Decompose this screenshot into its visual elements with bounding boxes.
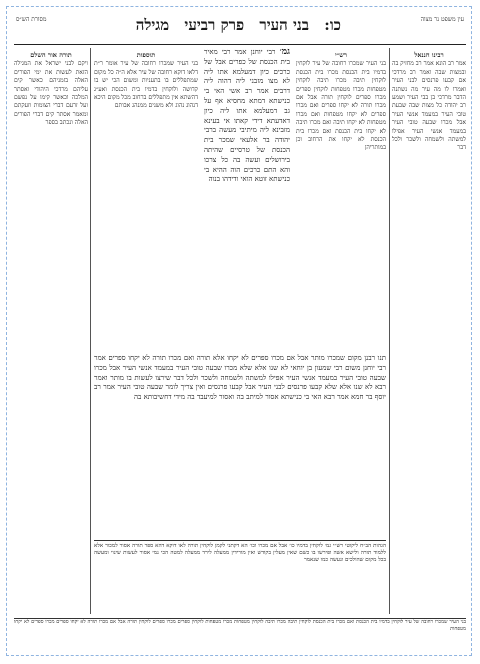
left-margin-commentary xyxy=(14,48,88,614)
main-text-continuation: תנו רבנן מקום שמכרו מותר אבל אם מכרו ספרים לא יקחו אלא תורה ואם מכרו תורה לא יקחו ספרים אמר רבי יוחנן משום רבי שמעון בן יוחאי לא שנו אלא שלא מכרו שבעה טובי העיר במעמד אנשי העיר אבל מכרו שבעה טובי העיר במעמד אנשי העיר אפילו למשתה ולשמחה ולשכר ולכל דבר שירצו לעשות בו מותר ואמר רבא לא שנו אלא שלא קבעו פרנסים לבני העיר אבל קבעו פרנסים ואין צריך לומר שבעה טובי העיר אמר רב יוסף בר חמא אמר רבא האי בי כנישתא אסור למיתב בה ואסור למיעבד בה מידי דחשיבותא בה xyxy=(94,354,386,402)
left-margin-heading: תורה אור השלם xyxy=(30,51,72,59)
rashi-heading: רש״י xyxy=(335,51,347,59)
rashi-text: בני העיר שמכרו רחובה של עיר לוקחין בדמיו בית הכנסת מכרו בית הכנסת לוקחין תיבה מכרו תיבה לוקחין מטפחות מכרו מטפחות לוקחין ספרים מכרו ספרים לוקחין תורה אבל אם מכרו תורה לא יקחו ספרים ואם מכרו ספרים לא יקחו מטפחות ואם מכרו מטפחות לא יקחו תיבה ואם מכרו תיבה לא יקחו בית הכנסת ואם מכרו בית הכנסת לא יקחו את הרחוב וכן במותריהן xyxy=(296,60,386,152)
main-lead-word: גמ׳ xyxy=(279,48,290,57)
main-text: רבי יוחנן אמר רבי מאיר בית הכנסת של כפרים אבל של כרכים כיון דמעלמא אתו ליה לא מצו מזבני ליה דהוה ליה דרבים אמר רב אשי האי בי כנישתא דמתא מחסיא אף על גב דמעלמא אתו ליה כיון דאדעתא דידי קאתו אי בעינא מזבינא ליה מיתיבי מעשה ברבי יהודה בר אלעאי שמכר בית הכנסת של טרסיים שהיתה בירושלים ועשה בה כל צרכו והא התם כרכים הוה ההיא בי כנישתא זוטא הואי ודידהו בנוה xyxy=(204,48,290,184)
column-divider xyxy=(90,48,91,614)
right-margin-text: אמר רב הונא אמר רב מחזיק בה ובמצות שבה ואמר רב מרדכי אם קבעו פרנסים לבני העיר ואמרו לו מה עיר מה נשתנה הדבר מרדכי בן בבי העיר ושמע רב יהודה כל מצות שבה שבעת טובי העיר במעמד אנשי העיר אבל מכרו שבעה טובי העיר במעמד אנשי העיר אפילו למשתה ולשמחה ולשכר ולכל דבר xyxy=(392,60,466,152)
column-divider xyxy=(389,48,390,614)
header-subtitle: בני העיר xyxy=(259,16,310,34)
tosafot-heading: תוספות xyxy=(136,51,156,59)
rashi-column xyxy=(296,48,386,348)
header-ein-mishpat: עין משפט נר מצוה xyxy=(420,16,464,23)
talmud-page xyxy=(14,14,466,650)
main-text-column xyxy=(204,48,290,348)
tosafot-column xyxy=(94,48,198,348)
page-footer-notes: בני העיר שמכרו רחובה של עיר לוקחין בדמיו בית הכנסת ואם מכרו בית הכנסת לוקחין תיבה מכרו תיבה לוקחין מטפחות מכרו מטפחות לוקחין ספרים מכרו ספרים לוקחין תורה אבל אם מכרו תורה לא יקחו ספרים מכרו ספרים לא יקחו מטפחות xyxy=(14,618,466,649)
chapter-name: פרק רביעי xyxy=(184,16,245,34)
bottom-commentary: הגהות הב״ח ליקוטי רש״י גמ׳ לוקחין בדמיו כו׳ אבל אם מכרו וכו׳ הא דקתני לקמן לוקחין תורה לאו דוקא דהא ספר תורה אסור למכור אלא ללמוד תורה ולישא אשה ופירשו בו כשם שאין מעלין בקודש ואין מורידין ממעלה לירד ממעלה למטה הכי נמי אסור לעשות שינוי ומעשה בכל מקום שהולכים ונעשה כמו שנאמר xyxy=(94,540,386,617)
page-header xyxy=(14,14,466,45)
tractate-name: מגילה xyxy=(135,16,170,34)
daf-number: כו: xyxy=(324,16,341,34)
header-masoret: מסורת הש״ס xyxy=(16,16,47,23)
tosafot-text: בני העיר שמכרו רחובה של עיר אומר ר״ת דלאו דוקא רחובה של עיר אלא ה״ה כל מקום שמתפללים בו בתעניות ומשום הכי יש בו קדושה ולוקחין בדמיו בית הכנסת ואע״ג דהשתא אין מתפללים ברחוב מכל מקום היכא דנהוג נהוג ולא משנים ממנהג אבותם xyxy=(94,60,198,110)
right-margin-commentary xyxy=(392,48,466,614)
header-title xyxy=(134,16,346,35)
right-margin-heading: רבינו חננאל xyxy=(414,51,444,59)
left-margin-text: ויקם לבני ישראל את המגילה הזאת לעשות את ימי הפורים האלה בזמניהם כאשר קים עליהם מרדכי היהודי ואסתר המלכה וכאשר קימו על נפשם ועל זרעם דברי הצומות וזעקתם ומאמר אסתר קים דברי הפורים האלה ונכתב בספר xyxy=(14,60,88,127)
